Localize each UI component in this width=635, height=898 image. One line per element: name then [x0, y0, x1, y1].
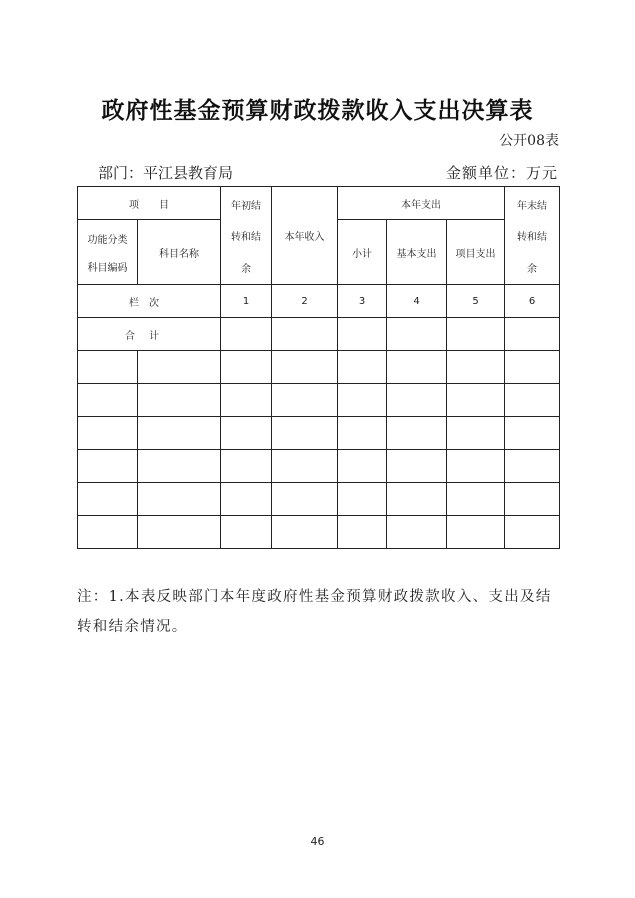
- table-cell: [447, 417, 505, 450]
- header-basic-expense: 基本支出: [387, 220, 447, 285]
- table-cell: [387, 450, 447, 483]
- column-number-3: 3: [338, 285, 387, 318]
- table-cell: [338, 450, 387, 483]
- table-cell: [221, 318, 272, 351]
- table-row: [78, 351, 560, 384]
- table-cell: [138, 384, 221, 417]
- header-end-balance-line3: 余: [527, 263, 538, 275]
- table-cell: [338, 516, 387, 549]
- table-cell: [272, 318, 338, 351]
- table-cell: [272, 483, 338, 516]
- table-cell: [221, 483, 272, 516]
- header-end-balance-line2: 转和结: [517, 232, 548, 243]
- table-cell: [78, 417, 138, 450]
- total-label: 合计: [78, 318, 221, 351]
- table-cell: [78, 351, 138, 384]
- table-cell: [387, 384, 447, 417]
- table-cell: [78, 450, 138, 483]
- table-row: [78, 384, 560, 417]
- table-cell: [221, 450, 272, 483]
- header-project: 项 目: [78, 187, 221, 220]
- table-cell: [338, 417, 387, 450]
- table-cell: [387, 351, 447, 384]
- column-number-4: 4: [387, 285, 447, 318]
- form-code: 公开08表: [499, 133, 559, 149]
- table-cell: [272, 450, 338, 483]
- header-begin-balance-line2: 转和结: [231, 232, 261, 243]
- column-number-2: 2: [272, 285, 338, 318]
- table-cell: [505, 351, 560, 384]
- table-cell: [447, 351, 505, 384]
- table-row: [78, 450, 560, 483]
- budget-table-container: [77, 186, 559, 547]
- table-cell: [221, 516, 272, 549]
- table-cell: [447, 450, 505, 483]
- total-row: [78, 318, 560, 351]
- table-cell: [221, 417, 272, 450]
- table-cell: [447, 318, 505, 351]
- table-cell: [78, 483, 138, 516]
- table-cell: [447, 483, 505, 516]
- table-row: [78, 516, 560, 549]
- table-cell: [505, 417, 560, 450]
- column-number-row: [78, 285, 560, 318]
- table-cell: [505, 384, 560, 417]
- header-project-expense: 项目支出: [447, 220, 505, 285]
- header-func-class-line1: 功能分类: [87, 234, 128, 246]
- table-cell: [78, 516, 138, 549]
- table-cell: [505, 516, 560, 549]
- header-begin-balance: [221, 187, 272, 285]
- table-cell: [138, 516, 221, 549]
- column-number-5: 5: [447, 285, 505, 318]
- table-cell: [505, 483, 560, 516]
- table-cell: [138, 351, 221, 384]
- header-begin-balance-line3: 余: [241, 263, 251, 275]
- header-subject-name: 科目名称: [138, 220, 221, 285]
- department-label: 部门：平江县教育局: [98, 164, 234, 182]
- column-number-6: 6: [505, 285, 560, 318]
- table-cell: [447, 384, 505, 417]
- table-note: 注：1.本表反映部门本年度政府性基金预算财政拨款收入、支出及结转和结余情况。: [77, 589, 552, 635]
- header-current-expense: 本年支出: [338, 187, 505, 220]
- table-cell: [447, 516, 505, 549]
- header-func-class: [78, 220, 138, 285]
- header-subtotal: 小计: [338, 220, 387, 285]
- table-cell: [78, 384, 138, 417]
- table-cell: [338, 318, 387, 351]
- table-cell: [338, 384, 387, 417]
- table-cell: [272, 351, 338, 384]
- table-cell: [505, 450, 560, 483]
- budget-table: [77, 186, 560, 549]
- header-end-balance: [505, 187, 560, 285]
- table-cell: [272, 384, 338, 417]
- table-cell: [387, 318, 447, 351]
- header-begin-balance-line1: 年初结: [231, 200, 261, 212]
- table-cell: [272, 417, 338, 450]
- column-number-label: 栏次: [78, 285, 221, 318]
- table-cell: [338, 483, 387, 516]
- table-cell: [138, 483, 221, 516]
- table-row: [78, 417, 560, 450]
- table-cell: [272, 516, 338, 549]
- table-cell: [387, 483, 447, 516]
- table-cell: [221, 351, 272, 384]
- table-row: [78, 483, 560, 516]
- table-cell: [338, 351, 387, 384]
- column-number-1: 1: [221, 285, 272, 318]
- page-title: 政府性基金预算财政拨款收入支出决算表: [101, 98, 534, 124]
- table-cell: [387, 417, 447, 450]
- amount-unit-label: 金额单位：万元: [445, 164, 558, 182]
- table-cell: [387, 516, 447, 549]
- table-cell: [505, 318, 560, 351]
- table-cell: [221, 384, 272, 417]
- header-end-balance-line1: 年末结: [517, 200, 548, 212]
- header-row-1: [78, 187, 560, 220]
- table-cell: [138, 450, 221, 483]
- header-func-class-line2: 科目编码: [87, 262, 128, 274]
- table-cell: [138, 417, 221, 450]
- page-number: 46: [310, 835, 325, 848]
- header-current-income: 本年收入: [272, 187, 338, 285]
